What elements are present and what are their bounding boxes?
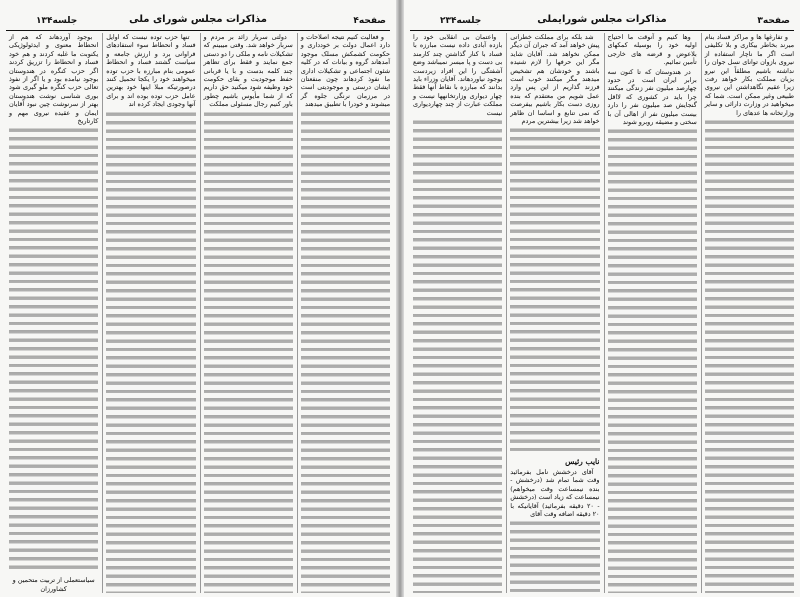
paragraph: آقای درخشش نامل بفرمائید وقت شما تمام شد (درخشش - بنده نیمساعت وقت میخواهم) نیمساعت که زیاد است (درخشش - ۲۰ دقیقه بفرمائید) آقایانیکه با ۲۰ دقیقه اضافه وقت آقای <box>510 467 600 518</box>
text-columns <box>6 33 390 593</box>
text-texture <box>510 126 599 456</box>
text-column <box>410 33 502 593</box>
paragraph: تنها حزب توده نیست که اوایل فساد و انحطاط سوء استفادهای فراوانی برد و ارزش جامعه و سیاست گشتند فساد و انحطاط عمومی بنام مبارزه با حزب توده میخواهند خود را یکجا تحمیل کنند درصورتیکه مبلا اینها خود بهترین عامل حزب توده بوده اند و برای آنها وجودی ایجاد کرده اند <box>106 33 196 109</box>
paragraph: و تفارغها ها و مراکز فساد بنام میرند بخاطر بیکاری و بلا تکلیفی است اگر ما ناچار استفاده از نیروی بازوان توانای نسل جوان را نداشته باشیم مطلقاً این نیرو بزیان مملکت بکار خواهد رفت زیرا عقیم نگاهداشتن این نیروی طبیعی وغیر ممکن است. شما که میخواهید در وزارت دارائی و سایر وزارتخانه ها عدهای را <box>704 33 794 117</box>
paragraph: و فعالیت کنیم نتیجه اصلاحات و دارد اعمال دولت بر خودداری و حکومت کشمکش مسلک موجود آمدهاند گروه و بیانات که در کلیه شئون اجتماعی و تشکیلات اداری ما نفوذ کردهاند چون منفعتان ایشان درستی و موجودیتی است در مرزمان نرنگی جلوه گر میشوند و خودرا با تطبیق میدهند <box>300 33 390 109</box>
text-column <box>102 33 195 593</box>
text-texture <box>413 118 502 593</box>
text-texture <box>510 519 599 593</box>
page-header <box>6 10 390 31</box>
paragraph: دولتی سربار زائد بر مردم و سربار خواهد شد. وقتی میبینم که تشکیلات نامه و ملکی را دو دستی جمع نمایند و فقط برای تظاهر چند کلمه بدست و با یا قربانی حفظ موجودیت و بقای حکومت خود وظیفه شود میکنید حق داریم که از شما مأیوس باشیم چطور باور کنیم رجال مسئولی مملکت <box>203 33 293 109</box>
text-texture <box>204 110 293 593</box>
text-column <box>200 33 293 593</box>
page-number: صفحه۴ <box>353 16 386 26</box>
page-gutter <box>396 0 404 597</box>
publication-title: مذاکرات مجلس شورایملی <box>537 14 667 25</box>
footer-text: سیاستعملی از تربیت متحمین و کشاورزان <box>12 576 95 593</box>
paragraph: در هندوستان که تا کنون سه برابر ایران است در حدود چهارصد میلیون نفر زندگی میکنند چرا باید در کشوری که لااقل گنجایش صد میلیون نفر را دارد بیست میلیون نفر از اهالی آن با سختی و مضیقه روبرو شوند <box>607 67 697 127</box>
text-columns <box>410 33 794 593</box>
text-texture <box>608 127 697 593</box>
paragraph: بوجود آوردهاند که هم از انحطاط معنوی و ایدئولوژیکی یکنوبت ما غلبه کردند و هم خود فساد و انحطاط را تزریق کردند اگر حزب کنگره در هندوستان بوجود نیامده بود و یا اگر از نفوذ تعالی حزب کنگره ملو گیری شود بوری شناسی نوشت هندوستان بهتر از سرنوشت چین نبود آقایان ایمان و عقیده نیروی مهم و کارتاریخ <box>9 33 99 126</box>
paragraph: واعتمان بی انقلابی خود را بازده آبادی داده نیست مبارزه با فساد با کنار گذاشتن چند کارمند بی دست و پا میسر نمیباشد وضع آشفتگی را این افراد زیردست بوجود نیاوردهاند. آقایان وزراء باید بدانند که مبارزه با نقاط آنها فقط چهار دیواری وزارتخانهها نیست و مملکت عبارت از چند چهاردیواری نیست <box>413 33 503 117</box>
right-page <box>404 0 800 597</box>
text-column <box>604 33 697 593</box>
page-header <box>410 10 794 31</box>
text-texture <box>106 110 195 593</box>
page-number: صفحه۳ <box>757 16 790 26</box>
text-texture <box>301 110 390 593</box>
paragraph: وها کنیم و آنوقت ما احتیاج اولیه خود را بوسیله کمکهای بلاعوض و قرضه های خارجی تأمین نمائیم. <box>607 33 697 67</box>
text-column <box>6 33 98 593</box>
paragraph: شد بلکه برای مملکت خطراتی پیش خواهد آمد که جبران آن دیگر ممکن نخواهد شد. آقایان شاید مگر این حرفها را لازم شنیده باشند و خودشان هم تشخیص میدهند مگر میکنند خوب است فرزند گذاریم از این پس وارد عمل شویم من معتقدم که بنده روزی دست بکار باشیم بیفرصت که نمی تنابع و اساسا ان ظاهر خواهد شد زیرا بیشترین مردم <box>510 33 600 126</box>
text-column <box>701 33 794 593</box>
speaker-heading: نایب رئیس <box>565 457 600 467</box>
session-number: جلسه۱۳۴ <box>36 16 78 26</box>
text-column <box>506 33 599 593</box>
text-texture <box>9 126 98 574</box>
session-number: جلسه۲۳۴ <box>440 16 482 26</box>
text-column <box>297 33 390 593</box>
left-page <box>0 0 396 597</box>
text-texture <box>705 118 794 593</box>
publication-title: مذاکرات مجلس شورای ملی <box>129 14 267 25</box>
